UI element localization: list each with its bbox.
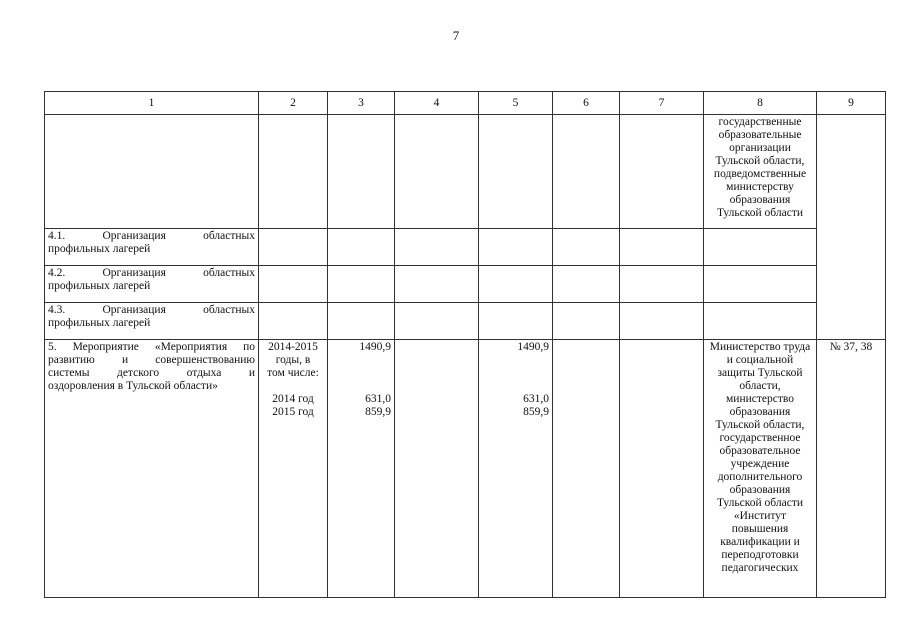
table-cell: [553, 229, 620, 266]
header-cell-9: 9: [817, 92, 886, 115]
header-cell-8: 8: [704, 92, 817, 115]
table-cell: [45, 115, 259, 229]
table-row-4-1: [45, 229, 886, 266]
executor-cell: Министерство труда и социальной защиты Тульской области, министерство образования Тульской области, государственное образовательное учреждение дополнительного образования Тульской области «Институт повышения квалификации и переподготовки педагогических: [704, 340, 817, 598]
amount-value: 1490,9: [517, 341, 549, 353]
header-row: [45, 92, 886, 115]
table-cell: [395, 115, 479, 229]
header-cell-4: 4: [395, 92, 479, 115]
table-cell: [479, 303, 553, 340]
activity-line: профильных лагерей: [48, 243, 151, 255]
period-line: 2014-2015: [268, 341, 318, 353]
amount-value: 859,9: [523, 406, 549, 418]
table-cell: [395, 303, 479, 340]
activity-line: системы детского отдыха и: [48, 367, 255, 379]
table-cell: [479, 115, 553, 229]
activity-line: развитию и совершенствованию: [48, 354, 255, 366]
table-cell: [620, 340, 704, 598]
table-cell: [259, 303, 328, 340]
activity-cell: [45, 229, 259, 266]
table-cell: [479, 266, 553, 303]
header-cell-1: 1: [45, 92, 259, 115]
activity-line: 5. Мероприятие «Мероприятия по: [48, 341, 255, 353]
table-cell: [553, 115, 620, 229]
activity-line: 4.3. Организация областных: [48, 304, 255, 316]
amount-value: 859,9: [365, 406, 391, 418]
header-cell-6: 6: [553, 92, 620, 115]
activity-cell: [45, 266, 259, 303]
table-cell: [553, 266, 620, 303]
table-cell: [620, 115, 704, 229]
table-cell: [395, 229, 479, 266]
table-cell: [704, 266, 817, 303]
table-cell: [328, 115, 395, 229]
table-row-4-3: [45, 303, 886, 340]
table-cell: [620, 229, 704, 266]
activity-line: 4.2. Организация областных: [48, 267, 255, 279]
activity-cell: [45, 303, 259, 340]
activity-line: профильных лагерей: [48, 317, 151, 329]
amount-value: 631,0: [365, 393, 391, 405]
table-cell: [395, 340, 479, 598]
table-cell: [259, 115, 328, 229]
table-cell: [328, 229, 395, 266]
activity-line: профильных лагерей: [48, 280, 151, 292]
table-cell: [328, 303, 395, 340]
activity-line: 4.1. Организация областных: [48, 230, 255, 242]
table-cell: [479, 229, 553, 266]
period-line: годы, в: [275, 354, 311, 366]
program-table: [44, 91, 886, 598]
period-year: 2015 год: [272, 406, 314, 418]
regional-amount-cell: [479, 340, 553, 598]
table-row-5: [45, 340, 886, 598]
indicator-cell: № 37, 38: [817, 340, 886, 598]
period-year: 2014 год: [272, 393, 314, 405]
table-cell: [395, 266, 479, 303]
table-cell: [259, 229, 328, 266]
header-cell-2: 2: [259, 92, 328, 115]
header-cell-5: 5: [479, 92, 553, 115]
activity-cell: [45, 340, 259, 598]
table-cell: [620, 266, 704, 303]
executor-cell: государственные образовательные организации Тульской области, подведомственные министерству образования Тульской области: [704, 115, 817, 229]
table-row-continuation: [45, 115, 886, 229]
header-cell-3: 3: [328, 92, 395, 115]
table-cell: [704, 229, 817, 266]
table-cell: [259, 266, 328, 303]
table-cell: [553, 303, 620, 340]
page-number: 7: [452, 28, 460, 43]
amount-value: 631,0: [523, 393, 549, 405]
table-cell: [328, 266, 395, 303]
total-amount-cell: [328, 340, 395, 598]
period-line: том числе:: [267, 367, 319, 379]
table-cell: [620, 303, 704, 340]
period-cell: [259, 340, 328, 598]
table-cell: [817, 115, 886, 340]
activity-line: оздоровления в Тульской области»: [48, 380, 218, 392]
table-row-4-2: [45, 266, 886, 303]
header-cell-7: 7: [620, 92, 704, 115]
table-cell: [553, 340, 620, 598]
amount-value: 1490,9: [359, 341, 391, 353]
table-cell: [704, 303, 817, 340]
